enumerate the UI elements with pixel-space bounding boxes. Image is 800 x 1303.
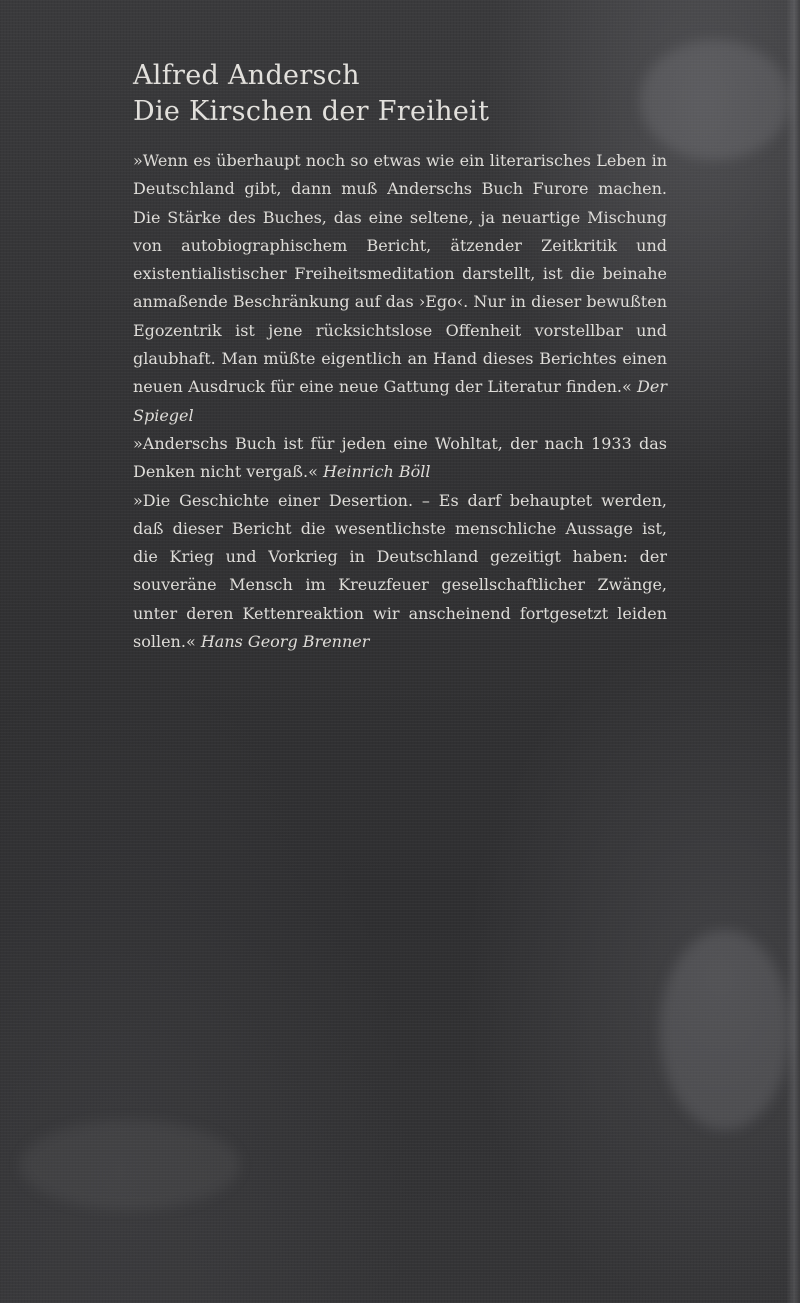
quote-boell bbox=[133, 430, 667, 487]
book-title: Die Kirschen der Freiheit bbox=[133, 96, 490, 127]
quote-source: Hans Georg Brenner bbox=[200, 632, 370, 652]
cover-edge bbox=[786, 0, 800, 1303]
quote-text: »Wenn es überhaupt noch so etwas wie ein literarisches Leben in Deutschland gibt, dann muß Anderschs Buch Furore machen. Die Stärke des Buches, das eine seltene, ja neuartige Mischung von autobiographischem Bericht, ätzender Zeitkritik und existentialistischer Freiheitsmeditation darstellt, ist die beinahe anmaßende Beschränkung auf das ›Ego‹. Nur in dieser bewußten Egozentrik ist jene rücksichtslose Offenheit vorstellbar und glaubhaft. Man müßte eigentlich an Hand dieses Berichtes einen neuen Ausdruck für eine neue Gattung der Literatur finden.« bbox=[133, 151, 667, 397]
quote-spiegel bbox=[133, 147, 667, 430]
author-name: Alfred Andersch bbox=[133, 60, 360, 91]
quote-text: »Die Geschichte einer Desertion. – Es darf behauptet werden, daß dieser Bericht die wesentlichste menschliche Aussage ist, die Krieg und Vorkrieg in Deutschland gezeitigt haben: der souveräne Mensch im Kreuzfeuer gesellschaftlicher Zwänge, unter deren Kettenreaktion wir anscheinend fortgesetzt leiden sollen.« bbox=[133, 490, 667, 652]
quote-source: Der Spiegel bbox=[133, 377, 667, 425]
wear-mark bbox=[20, 1120, 240, 1210]
blurb-text bbox=[133, 147, 667, 656]
title-block bbox=[133, 58, 673, 130]
wear-mark bbox=[660, 930, 790, 1130]
quote-text: »Anderschs Buch ist für jeden eine Wohltat, der nach 1933 das Denken nicht vergaß.« bbox=[133, 433, 667, 482]
quote-brenner bbox=[133, 487, 667, 657]
quote-source: Heinrich Böll bbox=[322, 462, 431, 482]
